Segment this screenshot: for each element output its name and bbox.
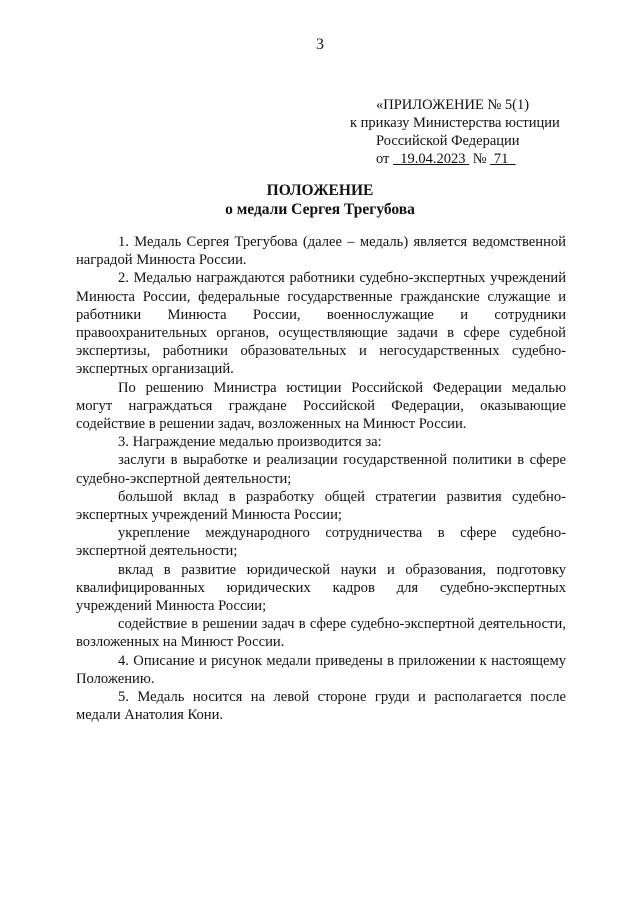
order-date: 19.04.2023 xyxy=(400,151,466,167)
paragraph-4: 4. Описание и рисунок медали приведены в приложении к настоящему Положению. xyxy=(76,652,566,687)
appendix-ministry: Российской Федерации xyxy=(376,133,520,149)
document-body xyxy=(76,233,566,724)
page-number: 3 xyxy=(316,36,324,53)
number-prefix: № xyxy=(472,151,487,167)
title-sub: о медали Сергея Трегубова xyxy=(225,201,415,218)
order-number: 71 xyxy=(493,151,509,167)
appendix-order-ref: к приказу Министерства юстиции xyxy=(350,115,560,131)
appendix-date-line xyxy=(376,150,612,168)
paragraph-3-item-1: заслуги в выработке и реализации государственной политики в сфере судебно-экспертной деятельности; xyxy=(76,452,566,487)
paragraph-3-item-2: большой вклад в разработку общей стратегии развития судебно-экспертных учреждений Минюста России; xyxy=(76,488,566,524)
paragraph-2-extra: По решению Министра юстиции Российской Федерации медалью могут награждаться граждане Российской Федерации, оказывающие содействие в решении задач, возложенных на Минюст России. xyxy=(76,379,566,433)
paragraph-3: 3. Награждение медалью производится за: xyxy=(118,434,382,451)
paragraph-5: 5. Медаль носится на левой стороне груди и располагается после медали Анатолия Кони. xyxy=(76,689,566,724)
paragraph-1: 1. Медаль Сергея Трегубова (далее – медаль) является ведомственной наградой Минюста России. xyxy=(76,234,566,269)
appendix-header xyxy=(350,96,612,168)
date-prefix: от xyxy=(376,151,390,167)
title-main: ПОЛОЖЕНИЕ xyxy=(266,182,374,199)
paragraph-2: 2. Медалью награждаются работники судебно-экспертных учреждений Минюста России, федеральные государственные гражданские служащие и работники Минюста России, военнослужащие и сотрудники правоохранительных органов, осуществляющие задачи в сфере судебной экспертизы, работники образовательных и негосударственных судебно-экспертных организаций. xyxy=(76,270,566,378)
paragraph-3-item-5: содействие в решении задач в сфере судебно-экспертной деятельности, возложенных на Минюст России. xyxy=(76,616,566,651)
paragraph-3-item-4: вклад в развитие юридической науки и образования, подготовку квалифицированных юридических кадров для судебно-экспертных учреждений Минюста России; xyxy=(76,561,566,615)
paragraph-3-item-3: укрепление международного сотрудничества в сфере судебно-экспертной деятельности; xyxy=(76,525,566,560)
appendix-title: «ПРИЛОЖЕНИЕ № 5(1) xyxy=(376,97,530,113)
document-title xyxy=(0,181,640,219)
